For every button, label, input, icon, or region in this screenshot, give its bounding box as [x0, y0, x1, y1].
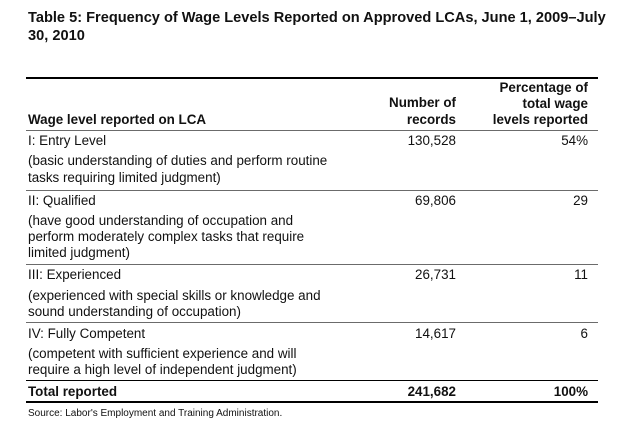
row-3-records: 26,731 [415, 267, 456, 282]
header-records-line-2: records [406, 112, 456, 127]
row-2-level: II: Qualified [28, 193, 96, 208]
row-1-desc-line-1: (basic understanding of duties and perform routine [28, 153, 328, 168]
row-4-records: 14,617 [415, 326, 456, 341]
header-wage-level: Wage level reported on LCA [28, 112, 207, 127]
header-percent-line-3: levels reported [492, 112, 588, 127]
row-3-desc-line-1: (experienced with special skills or knowledge and [28, 288, 321, 303]
row-3-level: III: Experienced [28, 267, 122, 282]
row-divider [26, 190, 598, 191]
table-title-line-2: 30, 2010 [28, 28, 85, 44]
row-2-percent: 29 [573, 193, 588, 208]
row-2-desc-line-3: limited judgment) [28, 245, 130, 260]
row-4-desc-line-1: (competent with sufficient experience and will [28, 346, 297, 361]
row-3-desc-line-2: sound understanding of occupation) [28, 304, 241, 319]
table-bottom-rule [26, 401, 598, 403]
row-1-records: 130,528 [407, 133, 456, 148]
row-4-desc-line-2: require a high level of independent judgment) [28, 362, 297, 377]
row-2-records: 69,806 [415, 193, 456, 208]
row-3-percent: 11 [574, 267, 588, 282]
row-4-percent: 6 [580, 326, 588, 341]
row-2-desc-line-2: perform moderately complex tasks that require [28, 229, 305, 244]
row-1-level: I: Entry Level [28, 133, 107, 148]
row-1-percent: 54% [561, 133, 588, 148]
total-percent: 100% [553, 384, 588, 399]
table-title-line-1: Table 5: Frequency of Wage Levels Reported on Approved LCAs, June 1, 2009–July [28, 10, 606, 26]
row-4-level: IV: Fully Competent [28, 326, 146, 341]
row-2-desc-line-1: (have good understanding of occupation and [28, 213, 294, 228]
header-bottom-rule [26, 130, 598, 131]
row-divider [26, 264, 598, 265]
row-divider [26, 322, 598, 323]
total-top-rule [26, 380, 598, 381]
total-records: 241,682 [407, 384, 456, 399]
total-label: Total reported [28, 384, 118, 399]
header-records-line-1: Number of [389, 95, 456, 110]
header-percent-line-2: total wage [522, 96, 588, 111]
header-percent-line-1: Percentage of [499, 80, 588, 95]
source-note: Source: Labor's Employment and Training Administration. [28, 408, 283, 419]
row-1-desc-line-2: tasks requiring limited judgment) [28, 170, 221, 185]
